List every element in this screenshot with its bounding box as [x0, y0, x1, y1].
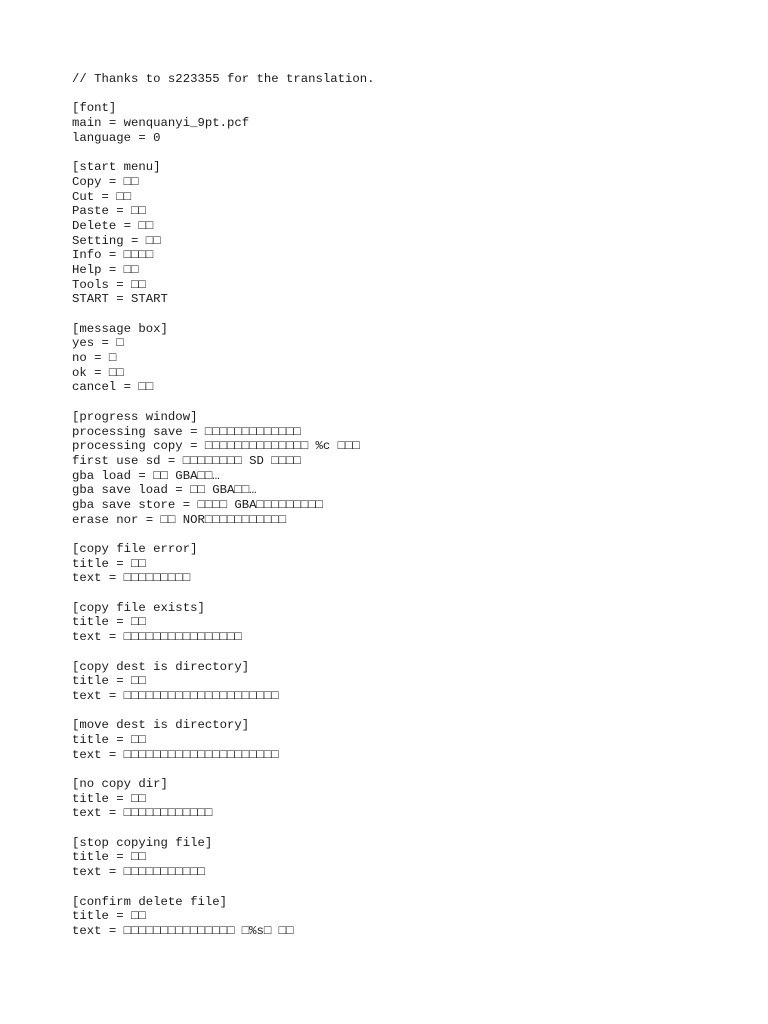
section-header: [font] [72, 101, 117, 116]
blank-line [72, 762, 732, 777]
section-header: [copy file error] [72, 542, 198, 556]
section-header: [move dest is directory] [72, 718, 250, 733]
key-value-line: first use sd = □□□□□□□□ SD □□□□ [72, 453, 301, 468]
key-value-line: Info = □□□□ [72, 248, 154, 263]
comment-line: // Thanks to s223355 for the translation. [72, 72, 375, 86]
section-header: [no copy dir] [72, 777, 168, 791]
key-value-line: Paste = □□ [72, 204, 146, 219]
ini-section [72, 322, 732, 395]
key-value-line: Delete = □□ [72, 218, 154, 233]
key-value-line: processing copy = □□□□□□□□□□□□□□ %c □□□ [72, 439, 360, 454]
key-value-line: text = □□□□□□□□□□□□ [72, 806, 213, 821]
key-value-line: title = □□ [72, 791, 146, 806]
ini-section [72, 410, 732, 528]
key-value-line: Cut = □□ [72, 189, 132, 204]
key-value-line: title = □□ [72, 556, 146, 571]
section-header: [start menu] [72, 160, 161, 175]
blank-line [72, 307, 732, 322]
section-header: [confirm delete file] [72, 894, 227, 909]
ini-section [72, 660, 732, 704]
ini-section [72, 836, 732, 880]
blank-line [72, 145, 732, 160]
section-header: [message box] [72, 321, 168, 336]
section-header: [copy dest is directory] [72, 659, 250, 674]
key-value-line: title = □□ [72, 850, 146, 865]
blank-line [72, 821, 732, 836]
key-value-line: START = START [72, 292, 168, 307]
section-header: [copy file exists] [72, 600, 205, 615]
key-value-line: yes = □ [72, 336, 124, 351]
ini-section [72, 777, 732, 821]
key-value-line: main = wenquanyi_9pt.pcf [72, 116, 250, 131]
key-value-line: text = □□□□□□□□□ [72, 571, 191, 586]
blank-line [72, 527, 732, 542]
key-value-line: Tools = □□ [72, 277, 146, 292]
blank-line [72, 880, 732, 895]
blank-line [72, 645, 732, 660]
ini-section [72, 101, 732, 145]
key-value-line: gba save load = □□ GBA□□… [72, 483, 257, 498]
key-value-line: Setting = □□ [72, 233, 161, 248]
key-value-line: text = □□□□□□□□□□□□□□□□□□□□□ [72, 747, 279, 762]
key-value-line: processing save = □□□□□□□□□□□□□ [72, 424, 301, 439]
key-value-line: language = 0 [72, 130, 161, 145]
key-value-line: title = □□ [72, 732, 146, 747]
key-value-line: text = □□□□□□□□□□□□□□□□□□□□□ [72, 688, 279, 703]
section-header: [progress window] [72, 409, 198, 424]
key-value-line: erase nor = □□ NOR□□□□□□□□□□□ [72, 512, 287, 527]
key-value-line: title = □□ [72, 615, 146, 630]
ini-section [72, 895, 732, 939]
key-value-line: ok = □□ [72, 365, 124, 380]
ini-document [72, 72, 732, 939]
key-value-line: text = □□□□□□□□□□□ [72, 865, 205, 880]
blank-line [72, 704, 732, 719]
blank-line [72, 586, 732, 601]
key-value-line: title = □□ [72, 909, 146, 924]
key-value-line: cancel = □□ [72, 380, 154, 395]
ini-section [72, 601, 732, 645]
key-value-line: text = □□□□□□□□□□□□□□□ □%s□ □□ [72, 923, 294, 938]
key-value-line: Help = □□ [72, 262, 139, 277]
key-value-line: gba save store = □□□□ GBA□□□□□□□□□ [72, 497, 323, 512]
section-header: [stop copying file] [72, 835, 213, 850]
key-value-line: Copy = □□ [72, 174, 139, 189]
blank-line [72, 395, 732, 410]
ini-section [72, 718, 732, 762]
blank-line [72, 87, 732, 102]
key-value-line: text = □□□□□□□□□□□□□□□□ [72, 630, 242, 645]
key-value-line: no = □ [72, 351, 117, 366]
key-value-line: gba load = □□ GBA□□… [72, 468, 220, 483]
sections-container [72, 87, 732, 939]
ini-section [72, 160, 732, 307]
ini-section [72, 542, 732, 586]
key-value-line: title = □□ [72, 674, 146, 689]
